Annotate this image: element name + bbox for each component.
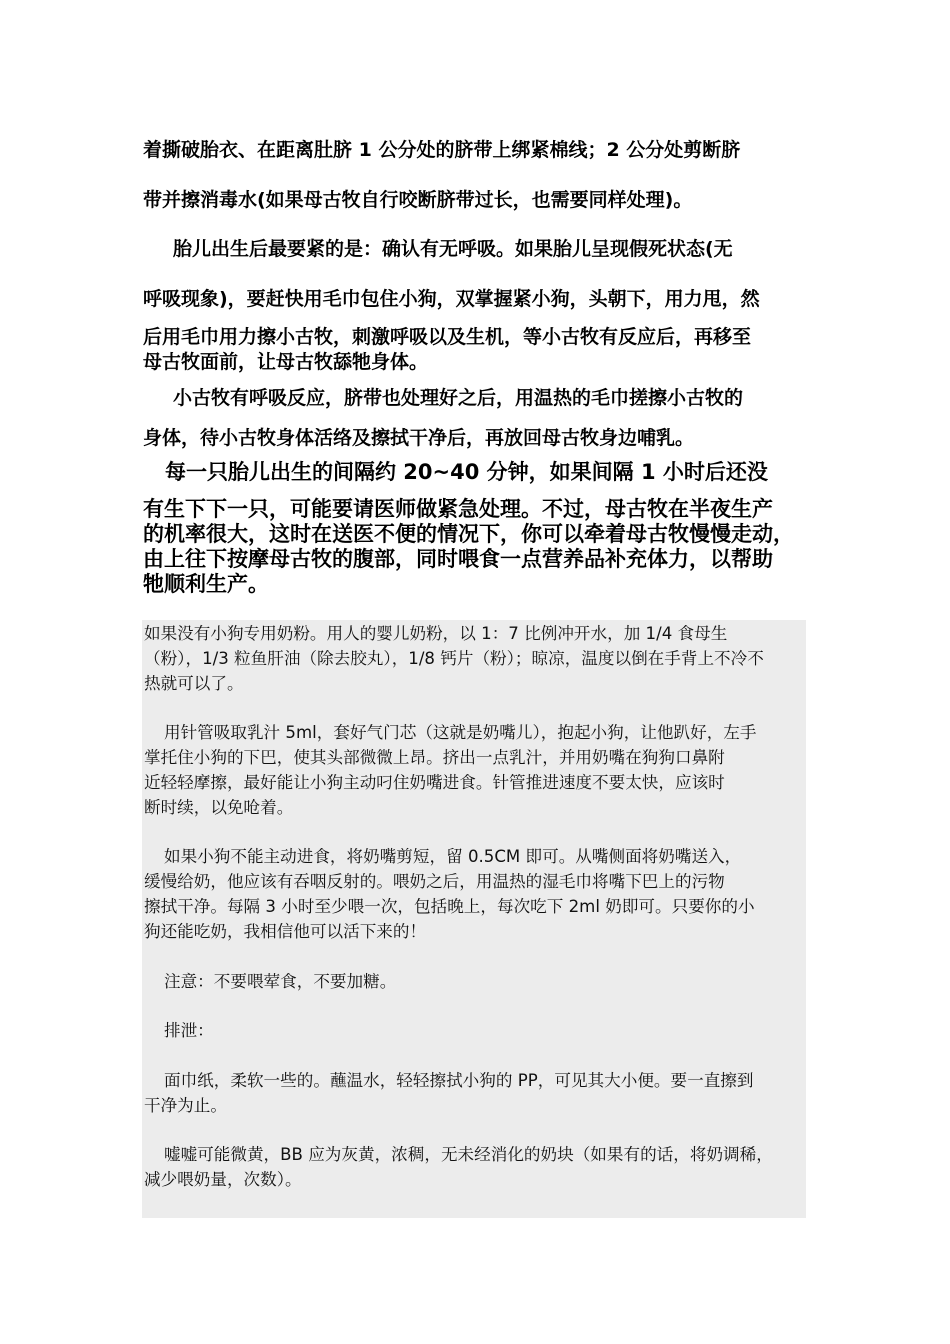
paragraph-line: 胎儿出生后最要紧的是：确认有无呼吸。如果胎儿呈现假死状态(无	[173, 238, 733, 260]
guide-line: 排泄：	[164, 1021, 214, 1040]
guide-line: 缓慢给奶，他应该有吞咽反射的。喂奶之后，用温热的湿毛巾将嘴下巴上的污物	[144, 872, 725, 891]
guide-line: 如果没有小狗专用奶粉。用人的婴儿奶粉，以 1：7 比例冲开水，加 1/4 食母生	[144, 624, 728, 643]
feeding-guide-box	[142, 620, 806, 1218]
guide-line: 擦拭干净。每隔 3 小时至少喂一次，包括晚上，每次吃下 2ml 奶即可。只要你的小	[144, 897, 755, 916]
paragraph-line: 每一只胎儿出生的间隔约 20~40 分钟，如果间隔 1 小时后还没	[165, 460, 768, 484]
paragraph-line: 母古牧面前，让母古牧舔牠身体。	[143, 351, 429, 373]
guide-line: 近轻轻摩擦，最好能让小狗主动叼住奶嘴进食。针管推进速度不要太快，应该时	[144, 773, 725, 792]
guide-line: （粉），1/3 粒鱼肝油（除去胶丸），1/8 钙片（粉）；晾凉，温度以倒在手背上不冷不	[144, 649, 764, 668]
paragraph-line: 小古牧有呼吸反应，脐带也处理好之后，用温热的毛巾搓擦小古牧的	[173, 387, 744, 409]
guide-line: 嘘嘘可能微黄，BB 应为灰黄，浓稠，无未经消化的奶块（如果有的话，将奶调稀，	[164, 1145, 773, 1164]
paragraph-line: 后用毛巾用力擦小古牧，刺激呼吸以及生机，等小古牧有反应后，再移至	[143, 326, 752, 348]
paragraph-line: 牠顺利生产。	[143, 572, 269, 596]
guide-line: 掌托住小狗的下巴，使其头部微微上昂。挤出一点乳汁，并用奶嘴在狗狗口鼻附	[144, 748, 725, 767]
guide-line: 减少喂奶量，次数）。	[144, 1170, 302, 1189]
guide-line: 狗还能吃奶，我相信他可以活下来的！	[144, 922, 427, 941]
paragraph-line: 呼吸现象)，要赶快用毛巾包住小狗，双掌握紧小狗，头朝下，用力甩，然	[143, 288, 760, 310]
guide-line: 断时续，以免呛着。	[144, 798, 294, 817]
guide-line: 如果小狗不能主动进食，将奶嘴剪短，留 0.5CM 即可。从嘴侧面将奶嘴送入，	[164, 847, 742, 866]
guide-line: 注意：不要喂荤食，不要加糖。	[164, 972, 397, 991]
paragraph-line: 着撕破胎衣、在距离肚脐 1 公分处的脐带上绑紧棉线；2 公分处剪断脐	[143, 139, 741, 161]
paragraph-line: 带并擦消毒水(如果母古牧自行咬断脐带过长，也需要同样处理)。	[143, 189, 693, 211]
paragraph-line: 由上往下按摩母古牧的腹部，同时喂食一点营养品补充体力，以帮助	[143, 547, 773, 571]
guide-line: 干净为止。	[144, 1096, 227, 1115]
guide-line: 用针管吸取乳汁 5ml，套好气门芯（这就是奶嘴儿），抱起小狗，让他趴好，左手	[164, 723, 757, 742]
paragraph-line: 有生下下一只，可能要请医师做紧急处理。不过，母古牧在半夜生产	[143, 497, 773, 521]
paragraph-line: 身体，待小古牧身体活络及擦拭干净后，再放回母古牧身边哺乳。	[143, 427, 695, 449]
guide-line: 热就可以了。	[144, 674, 244, 693]
paragraph-line: 的机率很大，这时在送医不便的情况下，你可以牵着母古牧慢慢走动，	[143, 522, 794, 546]
guide-line: 面巾纸，柔软一些的。蘸温水，轻轻擦拭小狗的 PP，可见其大小便。要一直擦到	[164, 1071, 754, 1090]
